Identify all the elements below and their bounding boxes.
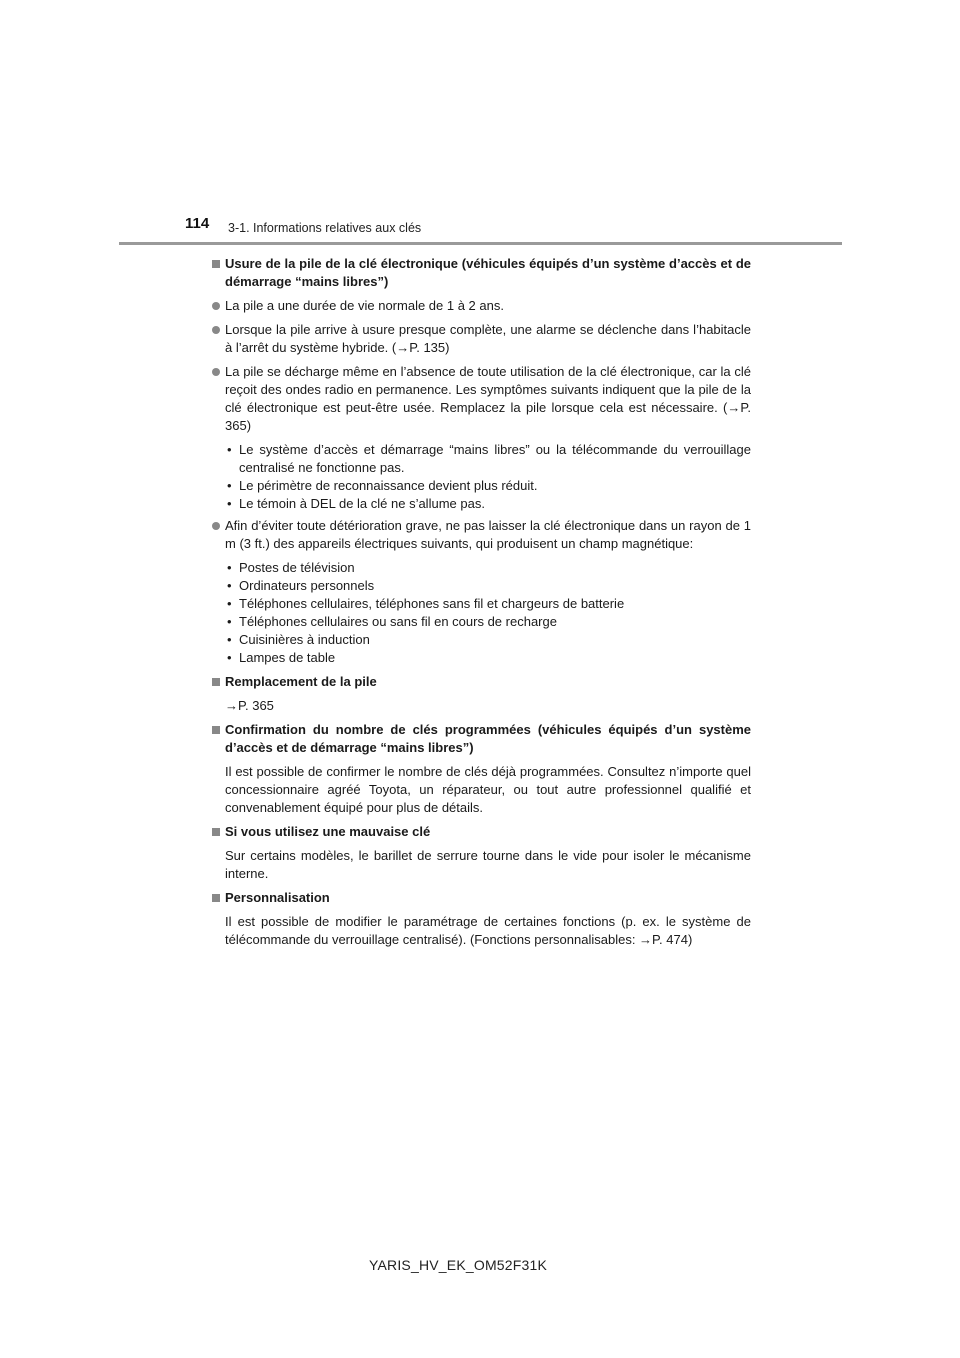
body-paragraph: Il est possible de confirmer le nombre de clés déjà programmées. Consultez n’importe quel concessionnaire agréé Toyota, un réparateur, ou tout autre professionnel qualifié et convenablement équipé pour plus de détails. (225, 764, 751, 815)
section-battery-wear (211, 255, 751, 667)
heading-text: Si vous utilisez une mauvaise clé (225, 824, 431, 839)
document-code: YARIS_HV_EK_OM52F31K (369, 1257, 548, 1273)
circle-bullet-icon (212, 368, 220, 376)
section-heading (211, 721, 751, 757)
heading-text: Confirmation du nombre de clés programmées (véhicules équipés d’un système d’accès et de démarrage “mains libres”) (225, 722, 751, 755)
section-customization (211, 889, 751, 949)
heading-text: Usure de la pile de la clé électronique (véhicules équipés d’un système d’accès et de démarrage “mains libres”) (225, 256, 751, 289)
page-number: 114 (185, 215, 210, 232)
symptom-list (225, 441, 751, 513)
section-heading (211, 255, 751, 291)
page-content (211, 255, 751, 955)
square-bullet-icon (212, 726, 220, 734)
list-item: • Le système d’accès et démarrage “mains libres” ou la télécommande du verrouillage centralisé ne fonctionne pas. (225, 441, 751, 477)
bullet-text: La pile a une durée de vie normale de 1 à 2 ans. (225, 298, 504, 313)
appliance-list (225, 559, 751, 667)
square-bullet-icon (212, 260, 220, 268)
section-programmed-keys (211, 721, 751, 817)
header-rule (119, 242, 842, 245)
body-paragraph: Il est possible de modifier le paramétrage de certaines fonctions (p. ex. le système de télécommande du verrouillage centralisé). (Fonctions personnalisables: →P. 474) (225, 914, 751, 947)
bullet-item (211, 517, 751, 553)
section-wrong-key (211, 823, 751, 883)
section-title: 3-1. Informations relatives aux clés (228, 221, 422, 235)
list-item: • Téléphones cellulaires, téléphones sans fil et chargeurs de batterie (225, 595, 751, 613)
bullet-item (211, 297, 751, 315)
circle-bullet-icon (212, 302, 220, 310)
section-battery-replacement (211, 673, 751, 715)
heading-text: Personnalisation (225, 890, 330, 905)
list-item: • Le témoin à DEL de la clé ne s’allume pas. (225, 495, 751, 513)
bullet-item (211, 363, 751, 435)
bullet-item (211, 321, 751, 357)
circle-bullet-icon (212, 522, 220, 530)
bullet-text: Afin d’éviter toute détérioration grave, ne pas laisser la clé électronique dans un rayon de 1 m (3 ft.) des appareils électriques suivants, qui produisent un champ magnétique: (225, 518, 751, 551)
square-bullet-icon (212, 678, 220, 686)
section-heading (211, 889, 751, 907)
list-item: • Lampes de table (225, 649, 751, 667)
page-header (0, 0, 960, 250)
bullet-text: Lorsque la pile arrive à usure presque complète, une alarme se déclenche dans l’habitacle à l’arrêt du système hybride. (→P. 135) (225, 322, 751, 355)
list-item: • Cuisinières à induction (225, 631, 751, 649)
list-item: • Téléphones cellulaires ou sans fil en cours de recharge (225, 613, 751, 631)
list-item: • Ordinateurs personnels (225, 577, 751, 595)
circle-bullet-icon (212, 326, 220, 334)
bullet-text: La pile se décharge même en l’absence de toute utilisation de la clé électronique, car la clé reçoit des ondes radio en permanence. Les symptômes suivants indiquent que la pile de la clé électronique est peut-être usée. Remplacez la pile lorsque cela est nécessaire. (→P. 365) (225, 364, 751, 433)
page-reference-link[interactable]: →P. 365 (225, 698, 274, 713)
body-paragraph: Sur certains modèles, le barillet de serrure tourne dans le vide pour isoler le mécanisme interne. (225, 848, 751, 881)
list-item: • Postes de télévision (225, 559, 751, 577)
list-item: • Le périmètre de reconnaissance devient plus réduit. (225, 477, 751, 495)
heading-text: Remplacement de la pile (225, 674, 377, 689)
section-heading (211, 823, 751, 841)
section-heading (211, 673, 751, 691)
square-bullet-icon (212, 894, 220, 902)
square-bullet-icon (212, 828, 220, 836)
